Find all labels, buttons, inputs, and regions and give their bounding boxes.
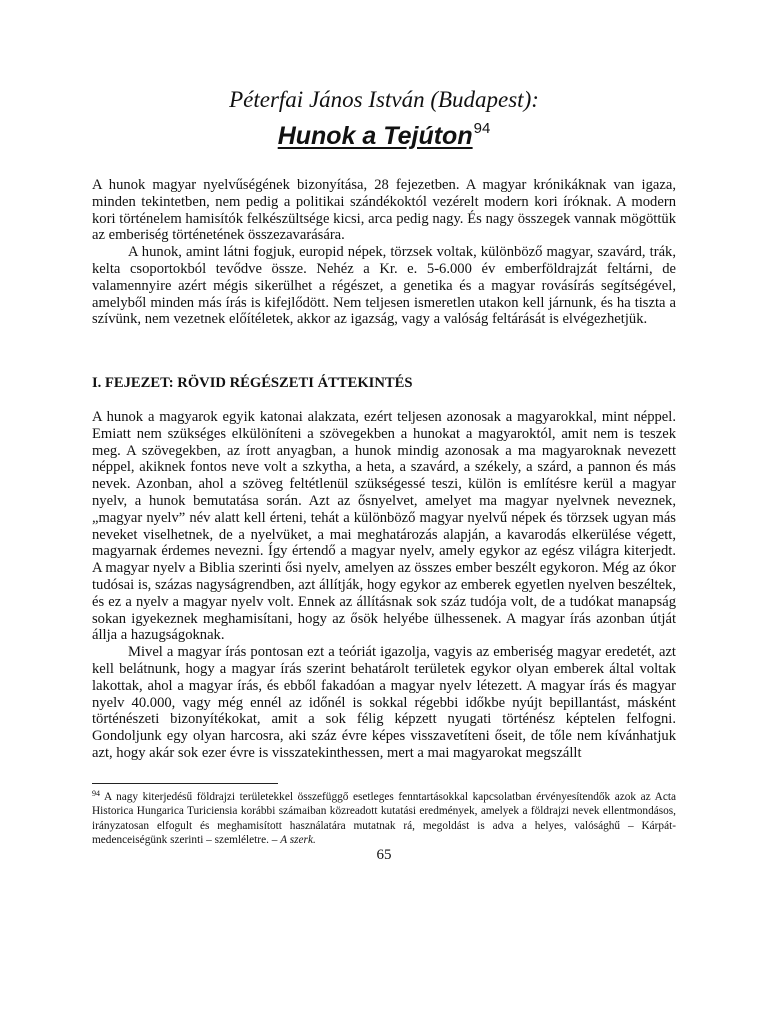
author-line: Péterfai János István (Budapest):	[229, 87, 539, 112]
title-text: Hunok a Tejúton	[277, 122, 473, 150]
chapter-heading: I. FEJEZET: RÖVID RÉGÉSZETI ÁTTEKINTÉS	[92, 375, 413, 391]
footnote	[92, 787, 676, 848]
intro-paragraph: A hunok magyar nyelvűségének bizonyítása, 28 fejezetben. A magyar krónikáknak van igaza, minden tekintetben, nem pedig a politikai szándékoktól vezérelt modern kori íróknak. A modern kori történelem hamisítók felkészültsége kicsi, arca pedig nagy. És nagy összegek vannak mögöttük az emberiség történetének összezavarására.	[92, 177, 676, 244]
article-title	[0, 112, 768, 153]
title-footnote-mark: 94	[473, 120, 491, 137]
page-number: 65	[376, 847, 392, 863]
footnote-text: A nagy kiterjedésű földrajzi területekkel összefüggő esetleges fenntartásokkal kapcsolatban érvényesítendők azok az Acta Historica Hungarica Turiciensia korábbi számaiban közreadott kutatási eredmények, amelyek a földrajzi nevek ellentmondásos, irányzatosan elfogult és meghamisított használatára mutatnak rá, megoldást is adva a helyes, valósághű – Kárpát-medenceiségünk szerinti – szemléletre. –	[92, 791, 676, 847]
body-paragraph: A hunok a magyarok egyik katonai alakzata, ezért teljesen azonosak a magyarokkal, mint néppel. Emiatt nem szükséges elkülöníteni a szövegekben a hunokat a magyaroktól, amit nem is teszek meg. A szövegekben, az írott anyagban, a hunok mindig azonosak a ma magyaroknak nevezett néppel, akiknek fontos neve volt a szkytha, a heta, a szavárd, a székely, a szárd, a pannon és más nevek. Azonban, ahol a szöveg feltétlenül szükségessé teszi, külön is említésre kerül a magyar nyelv, a hunok bemutatása során. Azt az ősnyelvet, amelyet ma magyar nyelvnek neveznek, „magyar nyelv” név alatt kell érteni, tehát a különböző magyar nyelvű népek és törzsek ugyan más neveket viselhetnek, de a nyelvüket, a mai meghatározás alapján, a kavarodás elkerülése végett, magyarnak érdemes nevezni. Így értendő a magyar nyelv, amely egykor az egész világra kiterjedt. A magyar nyelv a Biblia szerinti ősi nyelv, amelyen az összes ember beszélt egykoron. Még az ókor tudósai is, százas nagyságrendben, azt állítják, hogy egykor az emberek egyetlen nyelven beszéltek, és ez a nyelv a magyar nyelv volt. Ennek az állításnak sok száz tudója volt, de a tudókat manapság sokan igyekeznek meghamisítani, hogy az ősök helyébe ülhessenek. A magyar írás azonban útját állja a hazugságoknak.	[92, 409, 676, 644]
intro-section	[92, 177, 676, 328]
footnote-signature: A szerk.	[280, 834, 316, 847]
chapter-body	[92, 409, 676, 762]
footnote-mark: 94	[92, 789, 100, 798]
footnote-separator	[92, 783, 278, 784]
intro-paragraph: A hunok, amint látni fogjuk, europid népek, törzsek voltak, különböző magyar, szavárd, trák, kelta csoportokból tevődve össze. Nehéz a Kr. e. 5-6.000 év emberföldrajzát feltárni, de valamennyire azért mégis sikerülhet a régészet, a genetika és a magyar rovásírás segítségével, amelyből minden más írás is kifejlődött. Nem teljesen ismeretlen utakon kell járnunk, és ha tiszta a szívünk, nem vezetnek előítéletek, akkor az igazság, vagy a valóság feltárását is elvégezhetjük.	[92, 244, 676, 328]
body-paragraph: Mivel a magyar írás pontosan ezt a teóriát igazolja, vagyis az emberiség magyar eredetét, azt kell belátnunk, hogy a magyar írás szerint behatárolt területek egykor olyan emberek által voltak lakottak, ahol a magyar írás, és ebből fakadóan a magyar nyelv létezett. A magyar írás és magyar nyelv 40.000, vagy még ennél az időnél is sokkal régebbi időkbe nyújt bepillantást, másként történészeti bizonyítékokat, amit a sok félig képzett nyugati történész képtelen felfogni. Gondoljunk egy olyan harcosra, aki száz évre képes visszavetíteni őseit, de tőle nem kívánhatjuk azt, hogy akár sok ezer évre is visszatekinthessen, mert a mai magyarokat megszállt	[92, 644, 676, 761]
